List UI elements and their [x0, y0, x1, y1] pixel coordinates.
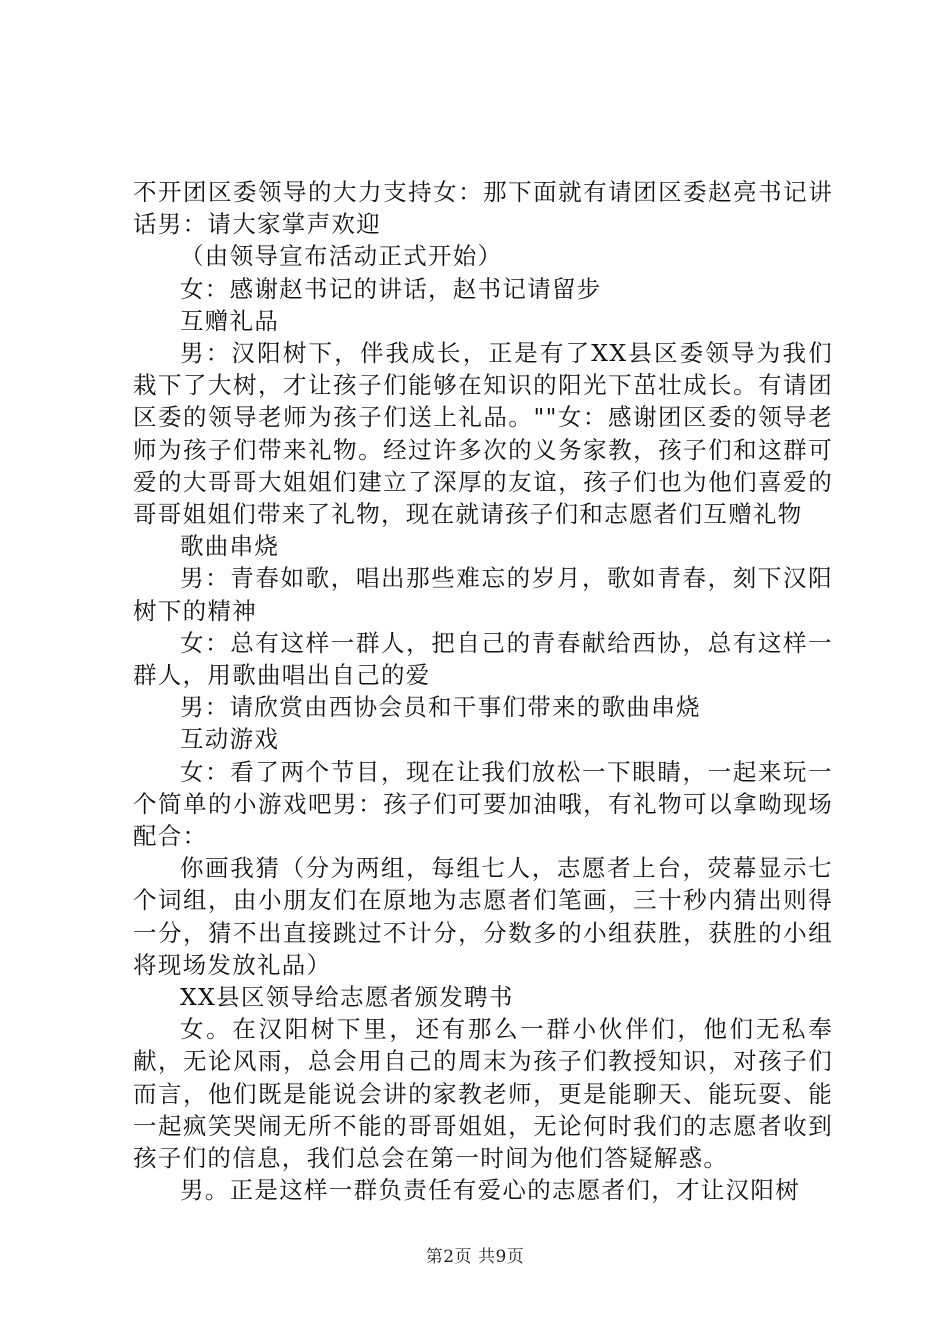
section-heading: 互动游戏 [180, 725, 280, 754]
paragraph: 女：总有这样一群人，把自己的青春献给西协，总有这样一群人，用歌曲唱出自己的爱 [133, 628, 833, 690]
paragraph: 不开团区委领导的大力支持女：那下面就有请团区委赵亮书记讲话男：请大家掌声欢迎 [133, 178, 833, 239]
section-heading: 歌曲串烧 [180, 532, 280, 561]
paragraph: 女：看了两个节目，现在让我们放松一下眼睛，一起来玩一个简单的小游戏吧男：孩子们可要加油哦，有礼物可以拿呦现场配合： [133, 757, 833, 851]
paragraph: 男：青春如歌，唱出那些难忘的岁月，歌如青春，刻下汉阳树下的精神 [133, 564, 833, 625]
page-number-footer: 第2页 共9页 [425, 1247, 525, 1267]
paragraph: 女。在汉阳树下里，还有那么一群小伙伴们，他们无私奉献，无论风雨，总会用自己的周末为孩子们教授知识，对孩子们而言，他们既是能说会讲的家教老师，更是能聊天、能玩耍、能一起疯笑哭闹无所不能的哥哥姐姐，无论何时我们的志愿者收到孩子们的信息，我们总会在第一时间为他们答疑解惑。 [133, 1015, 833, 1173]
paragraph: （由领导宣布活动正式开始） [180, 242, 503, 271]
section-heading: XX县区领导给志愿者颁发聘书 [180, 983, 514, 1012]
paragraph: 男：请欣赏由西协会员和干事们带来的歌曲串烧 [180, 693, 701, 722]
section-heading: 互赠礼品 [180, 306, 280, 335]
paragraph: 你画我猜（分为两组，每组七人，志愿者上台，荧幕显示七个词组，由小朋友们在原地为志愿者们笔画，三十秒内猜出则得一分，猜不出直接跳过不计分，分数多的小组获胜，获胜的小组将现场发放礼品） [133, 854, 833, 979]
paragraph: 男。正是这样一群负责任有爱心的志愿者们，才让汉阳树 [180, 1176, 800, 1205]
paragraph: 女：感谢赵书记的讲话，赵书记请留步 [180, 274, 602, 303]
paragraph: 男：汉阳树下，伴我成长，正是有了XX县区委领导为我们栽下了大树，才让孩子们能够在知识的阳光下茁壮成长。有请团区委的领导老师为孩子们送上礼品。""女：感谢团区委的领导老师为孩子们带来礼物。经过许多次的义务家教，孩子们和这群可爱的大哥哥大姐姐们建立了深厚的友谊，孩子们也为他们喜爱的哥哥姐姐们带来了礼物，现在就请孩子们和志愿者们互赠礼物 [133, 339, 833, 529]
document-body [133, 176, 833, 1207]
